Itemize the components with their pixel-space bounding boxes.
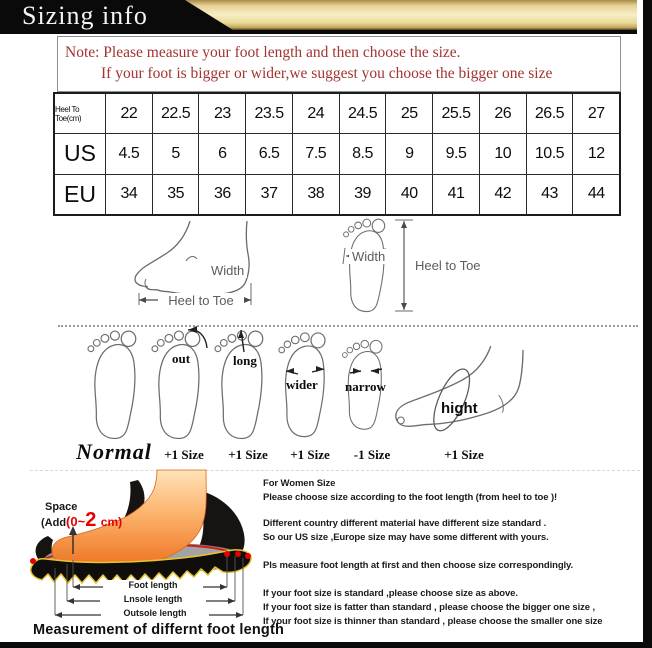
guide-line: Different country different material have different size standard . bbox=[263, 518, 547, 529]
table-cell: 25 bbox=[386, 94, 433, 133]
table-cell: 24 bbox=[293, 94, 340, 133]
table-row-heel-to-toe bbox=[55, 94, 619, 134]
side-length-label: Heel to Toe bbox=[158, 293, 244, 308]
table-cell: 41 bbox=[433, 175, 480, 214]
guide-line: If your foot size is fatter than standard , please choose the bigger one size , bbox=[263, 602, 596, 613]
top-length-label: Heel to Toe bbox=[412, 258, 484, 273]
insole-length-label: Lnsole length bbox=[100, 594, 206, 604]
guide-line: For Women Size bbox=[263, 478, 336, 489]
table-cell: 24.5 bbox=[340, 94, 387, 133]
guide-line: So our US size ,Europe size may have some different with yours. bbox=[263, 532, 549, 543]
table-cell: 25.5 bbox=[433, 94, 480, 133]
table-cell: 10.5 bbox=[527, 134, 574, 173]
table-cell: 27 bbox=[587, 104, 605, 122]
gold-ribbon-decoration bbox=[185, 0, 637, 30]
foot-caption-5: +1 Size bbox=[444, 447, 484, 462]
table-cell: 37 bbox=[246, 175, 293, 214]
table-cell: 6.5 bbox=[246, 134, 293, 173]
table-cell: 12 bbox=[587, 144, 605, 162]
table-cell: 36 bbox=[199, 175, 246, 214]
table-cell: 44 bbox=[587, 185, 605, 203]
foot-caption-4: -1 Size bbox=[353, 447, 391, 462]
side-width-label: Width bbox=[208, 263, 247, 278]
foot-type-label-narrow: narrow bbox=[345, 379, 386, 394]
table-cell: 40 bbox=[386, 175, 433, 214]
table-cell: 23 bbox=[199, 94, 246, 133]
row-label: Heel To Toe(cm) bbox=[55, 94, 106, 133]
row-label: EU bbox=[55, 175, 106, 214]
table-cell: 34 bbox=[106, 175, 153, 214]
foot-type-label-long: long bbox=[233, 353, 257, 368]
table-cell: 9.5 bbox=[433, 134, 480, 173]
foot-caption-3: +1 Size bbox=[290, 447, 330, 462]
foot-type-label-wider: wider bbox=[286, 377, 318, 392]
note-line-2: If your foot is bigger or wider,we suggest you choose the bigger one size bbox=[101, 65, 553, 82]
table-cell: 8.5 bbox=[340, 134, 387, 173]
foot-type-label-hight: hight bbox=[441, 400, 478, 417]
table-cell: 4.5 bbox=[106, 134, 153, 173]
range-open: (0~ bbox=[66, 514, 86, 529]
guide-line: Pls measure foot length at first and then choose size correspondingly. bbox=[263, 560, 574, 571]
table-cell: 7.5 bbox=[293, 134, 340, 173]
note-line-1: Note: Please measure your foot length and then choose the size. bbox=[65, 44, 461, 61]
table-cell: 42 bbox=[480, 175, 527, 214]
table-cell: 10 bbox=[480, 134, 527, 173]
table-cell: 23.5 bbox=[246, 94, 293, 133]
foot-caption-normal: Normal bbox=[76, 439, 152, 464]
foot-caption-2: +1 Size bbox=[228, 447, 268, 462]
range-number: 2 bbox=[85, 509, 97, 531]
shoe-cutaway-illustration bbox=[20, 468, 268, 628]
table-cell: 38 bbox=[293, 175, 340, 214]
size-table bbox=[53, 92, 621, 216]
table-cell: 35 bbox=[153, 175, 200, 214]
table-cell: 22.5 bbox=[153, 94, 200, 133]
table-cell: 22 bbox=[106, 94, 153, 133]
top-width-label: Width bbox=[349, 249, 388, 264]
bottom-border bbox=[0, 642, 652, 648]
table-row-eu bbox=[55, 175, 619, 214]
table-cell: 5 bbox=[153, 134, 200, 173]
foot-length-label: Foot length bbox=[103, 580, 203, 590]
note-box bbox=[57, 36, 621, 92]
table-cell: 39 bbox=[340, 175, 387, 214]
space-allowance-value bbox=[41, 509, 122, 532]
space-label: Space bbox=[45, 501, 78, 513]
shoe-diagram-title: Measurement of differnt foot length bbox=[33, 622, 285, 638]
guide-line: If your foot size is standard ,please choose size as above. bbox=[263, 588, 518, 599]
guide-line: Please choose size according to the foot length (from heel to toe )! bbox=[263, 492, 558, 503]
table-cell: 26 bbox=[480, 94, 527, 133]
page-title: Sizing info bbox=[22, 1, 148, 30]
foot-caption-1: +1 Size bbox=[164, 447, 204, 462]
range-unit: cm) bbox=[100, 515, 123, 529]
outsole-length-label: Outsole length bbox=[101, 608, 209, 618]
table-cell: 26.5 bbox=[527, 94, 574, 133]
foot-type-label-out: out bbox=[172, 351, 191, 366]
right-border bbox=[643, 0, 652, 648]
guide-line: If your foot size is thinner than standard , please choose the smaller one size bbox=[263, 616, 603, 627]
add-label: (Add bbox=[41, 517, 67, 529]
table-cell: 6 bbox=[199, 134, 246, 173]
row-label: US bbox=[55, 134, 106, 173]
table-cell: 43 bbox=[527, 175, 574, 214]
table-cell: 9 bbox=[386, 134, 433, 173]
size-guide-text bbox=[263, 477, 643, 629]
table-row-us bbox=[55, 134, 619, 174]
